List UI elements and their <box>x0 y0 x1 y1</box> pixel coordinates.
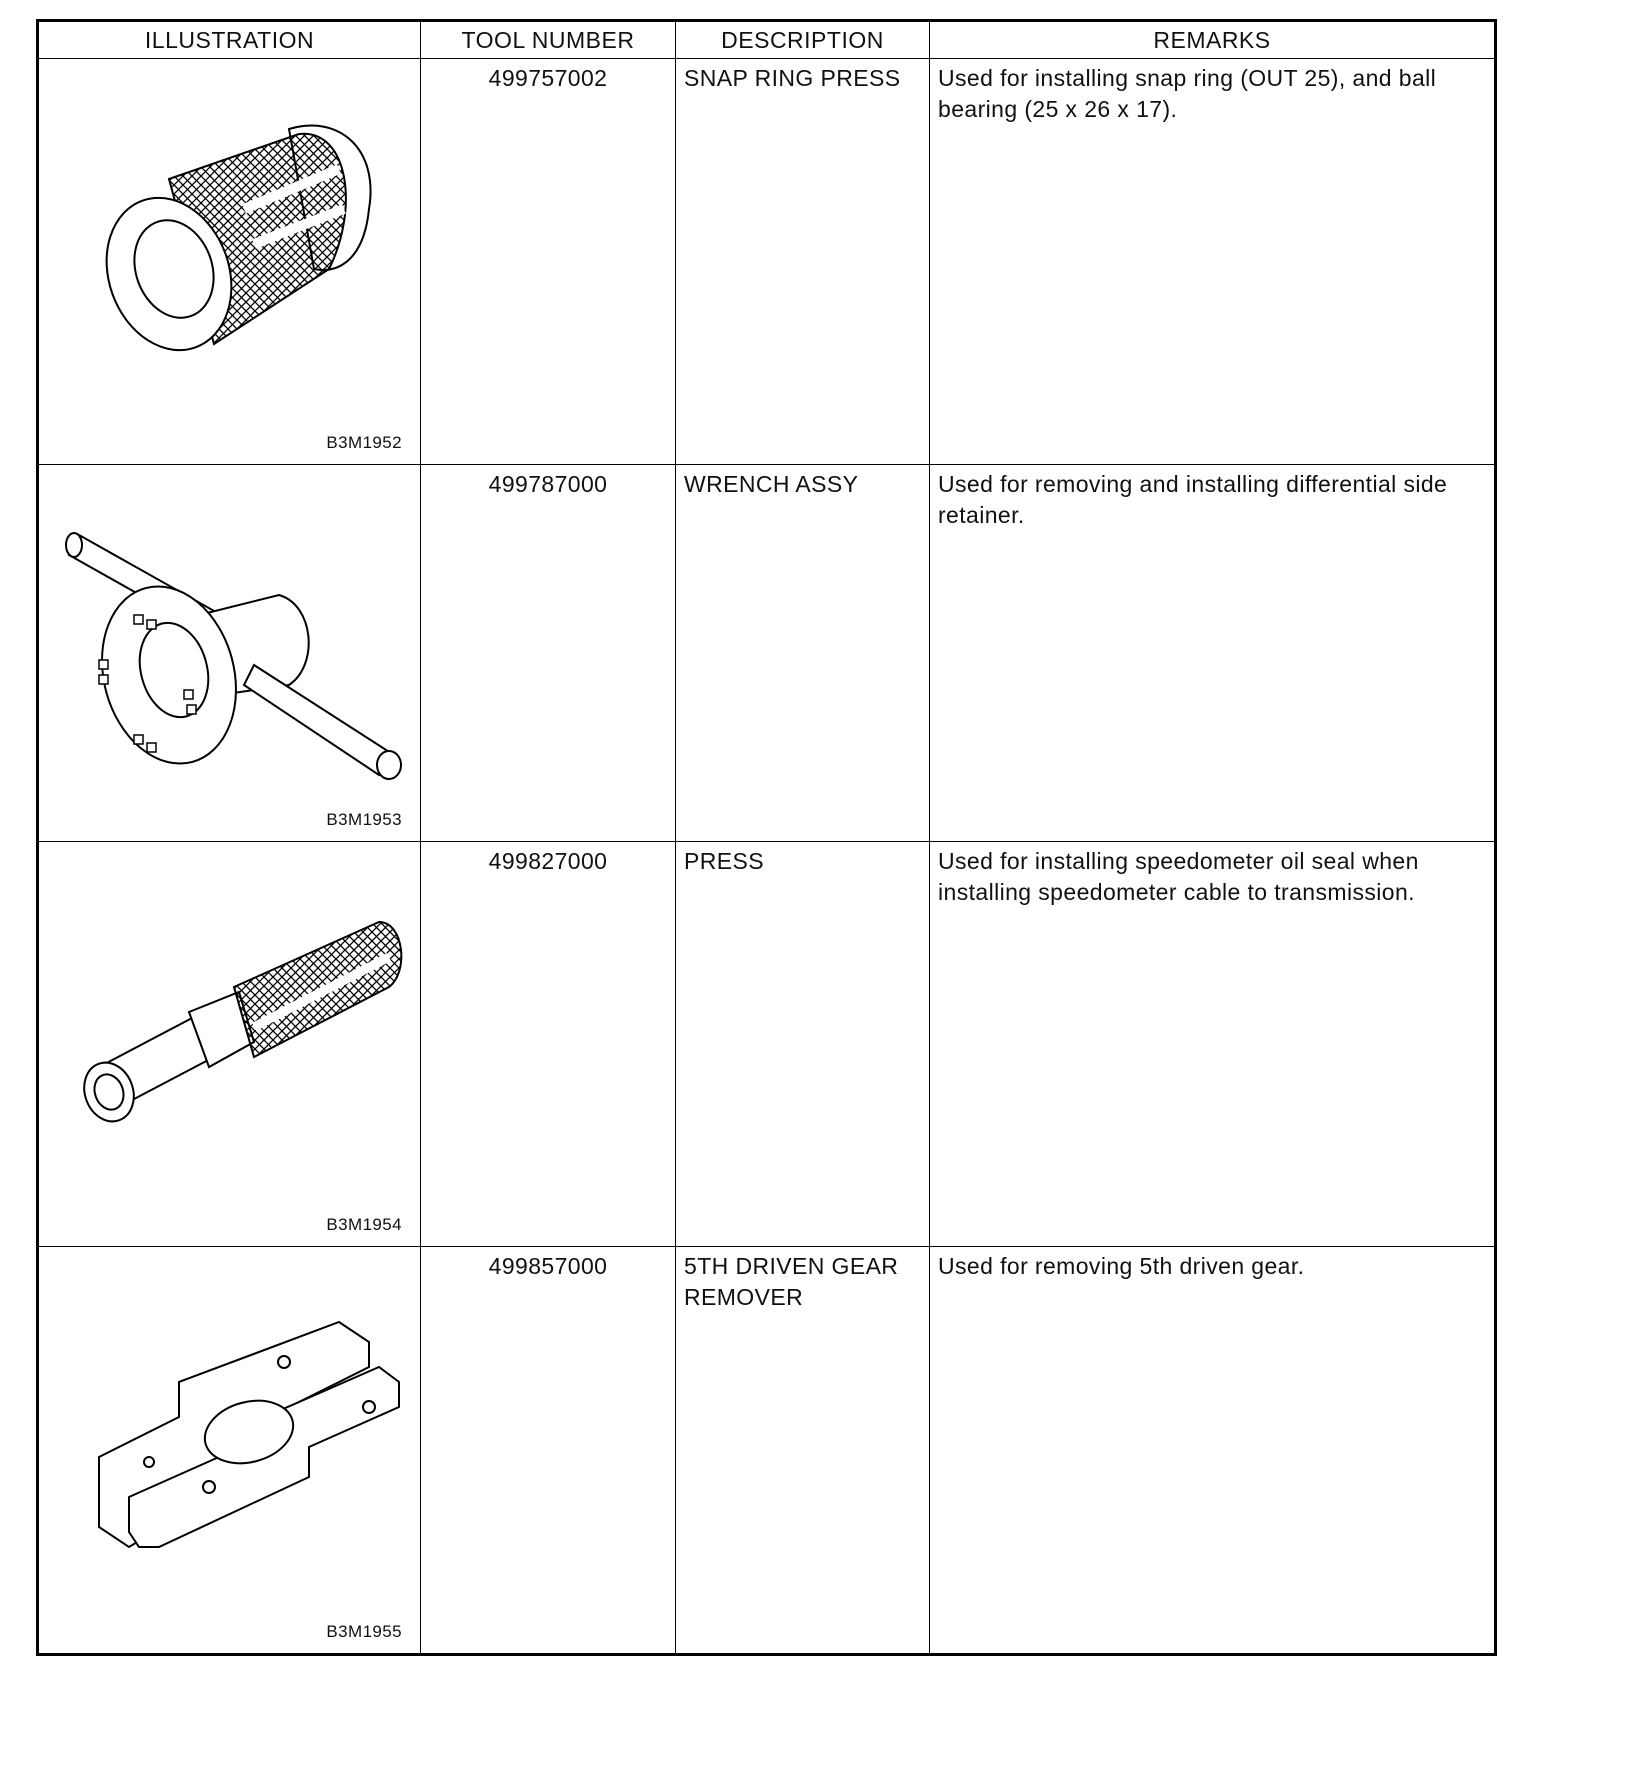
illustration-code: B3M1954 <box>326 1215 402 1234</box>
description: PRESS <box>676 842 930 1247</box>
illustration-wrench-assy <box>38 465 421 842</box>
press-drawing <box>39 842 419 1242</box>
illustration-press <box>38 842 421 1247</box>
illustration-code: B3M1953 <box>326 810 402 829</box>
header-remarks: REMARKS <box>930 21 1496 59</box>
illustration-code: B3M1952 <box>326 433 402 452</box>
tool-number: 499787000 <box>421 465 676 842</box>
gear-remover-drawing <box>39 1247 419 1647</box>
illustration-5th-driven-gear-remover <box>38 1247 421 1655</box>
header-illustration: ILLUSTRATION <box>38 21 421 59</box>
description: SNAP RING PRESS <box>676 59 930 465</box>
special-tools-table <box>36 19 1497 1656</box>
tool-number: 499857000 <box>421 1247 676 1655</box>
remarks: Used for installing snap ring (OUT 25), and ball bearing (25 x 26 x 17). <box>930 59 1496 465</box>
remarks: Used for removing 5th driven gear. <box>930 1247 1496 1655</box>
illustration-code: B3M1955 <box>326 1622 402 1641</box>
tool-number: 499827000 <box>421 842 676 1247</box>
description: WRENCH ASSY <box>676 465 930 842</box>
tool-number: 499757002 <box>421 59 676 465</box>
header-description: DESCRIPTION <box>676 21 930 59</box>
illustration-snap-ring-press <box>38 59 421 465</box>
wrench-assy-drawing <box>39 465 419 835</box>
table-row <box>38 465 1496 842</box>
header-tool-number: TOOL NUMBER <box>421 21 676 59</box>
snap-ring-press-drawing <box>39 59 419 459</box>
remarks: Used for installing speedometer oil seal when installing speedometer cable to transmission. <box>930 842 1496 1247</box>
header-row <box>38 21 1496 59</box>
remarks: Used for removing and installing differential side retainer. <box>930 465 1496 842</box>
table-row <box>38 842 1496 1247</box>
table-row <box>38 1247 1496 1655</box>
description: 5TH DRIVEN GEAR REMOVER <box>676 1247 930 1655</box>
table-row <box>38 59 1496 465</box>
